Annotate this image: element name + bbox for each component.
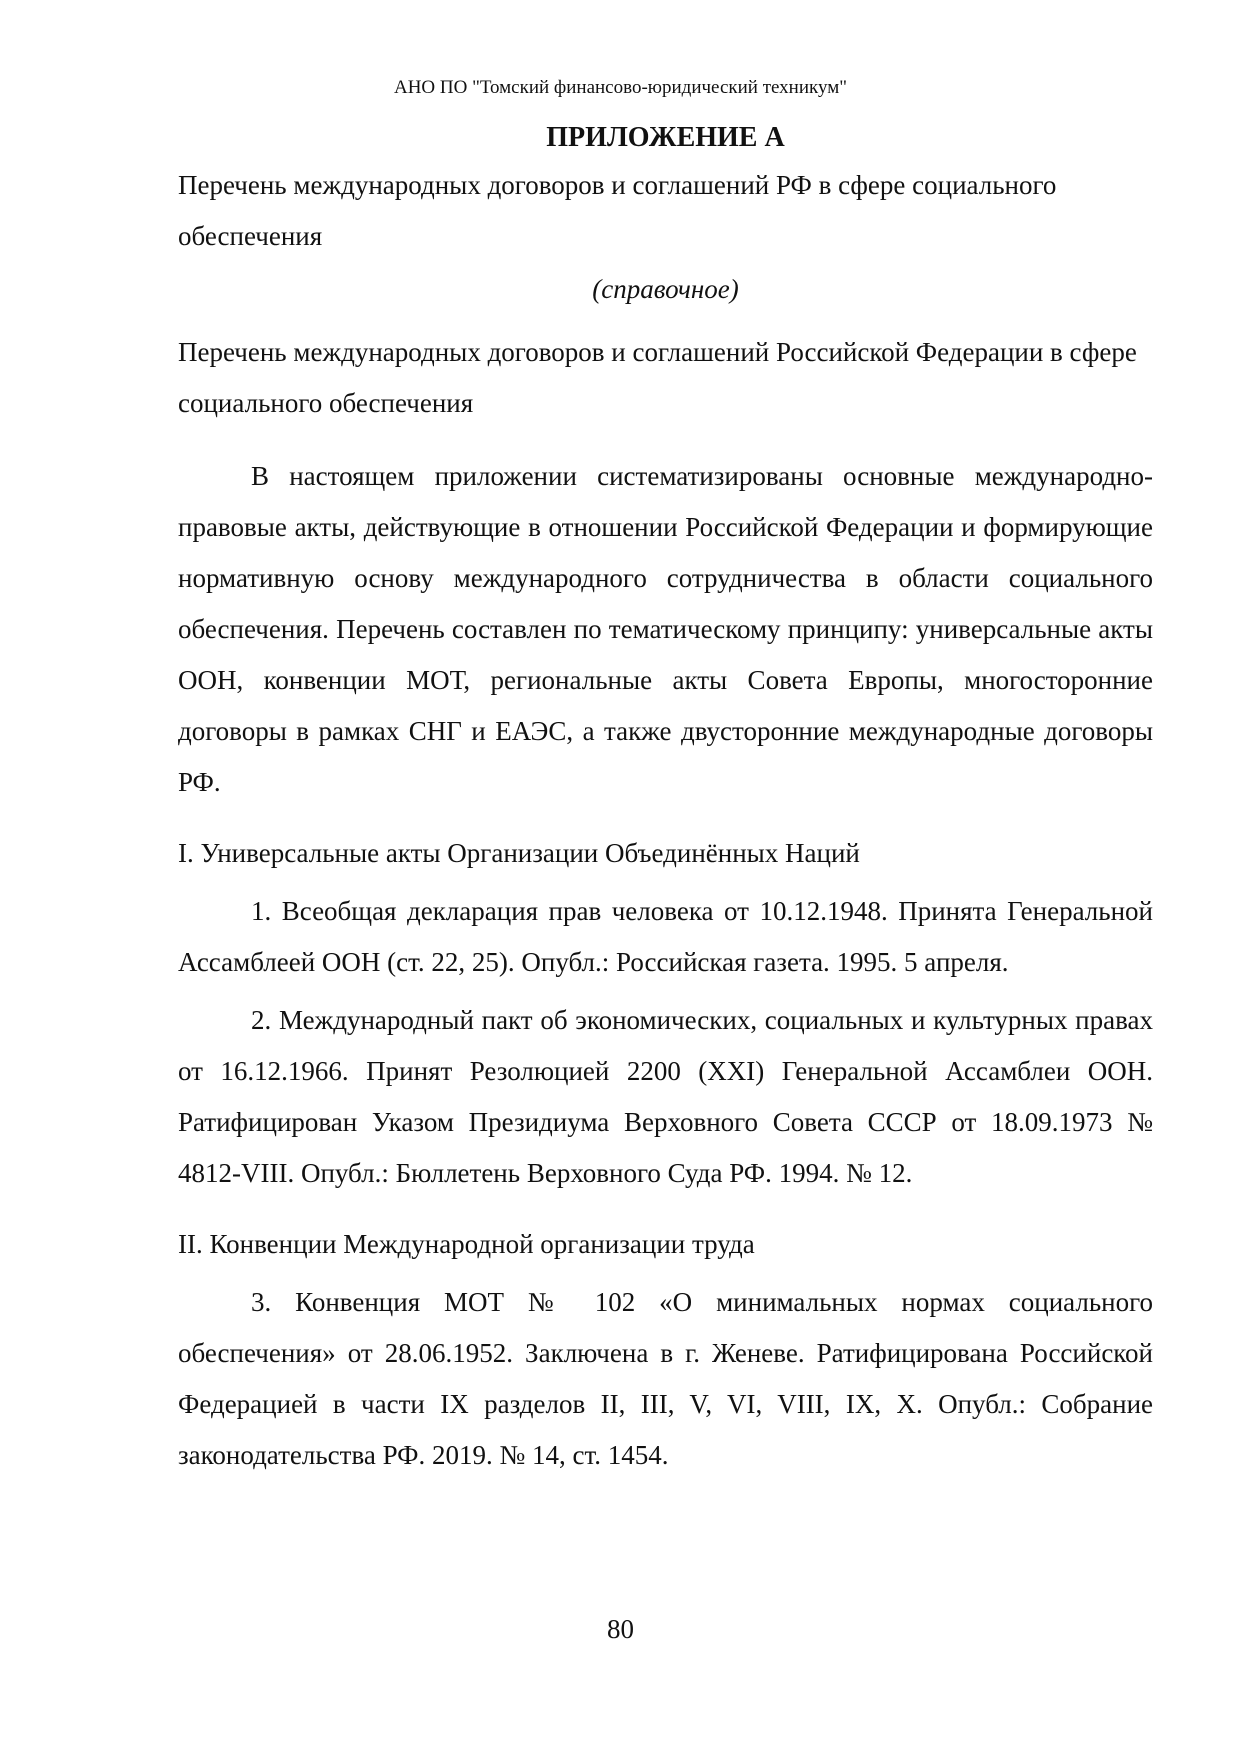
running-header: АНО ПО "Томский финансово-юридический техникум": [393, 77, 848, 98]
list-item: 2. Международный пакт об экономических, социальных и культурных правах от 16.12.1966. Принят Резолюцией 2200 (XXI) Генеральной Ассамблеи ООН. Ратифицирован Указом Президиума Верховного Совета СССР от 18.09.1973 № 4812-VIII. Опубл.: Бюллетень Верховного Суда РФ. 1994. № 12.: [178, 1005, 1153, 1188]
list-item: 1. Всеобщая декларация прав человека от 10.12.1948. Принята Генеральной Ассамблеей ООН (ст. 22, 25). Опубл.: Российская газета. 1995. 5 апреля.: [178, 896, 1153, 977]
list-item: 3. Конвенция МОТ № 102 «О минимальных нормах социального обеспечения» от 28.06.1952. Заключена в г. Женеве. Ратифицирована Российской Федерацией в части IX разделов II, III, V, VI, VIII, IX, X. Опубл.: Собрание законодательства РФ. 2019. № 14, ст. 1454.: [178, 1287, 1153, 1470]
section-heading-ilo: II. Конвенции Международной организации труда: [178, 1229, 755, 1259]
appendix-subtitle: Перечень международных договоров и соглашений РФ в сфере социального обеспечения: [178, 170, 1057, 251]
reference-note: (справочное): [592, 274, 739, 304]
page-number: 80: [607, 1614, 634, 1644]
appendix-title: ПРИЛОЖЕНИЕ А: [546, 122, 785, 153]
intro-paragraph: В настоящем приложении систематизированы основные международно-правовые акты, действующие в отношении Российской Федерации и формирующие нормативную основу международного сотрудничества в области социального обеспечения. Перечень составлен по тематическому принципу: универсальные акты ООН, конвенции МОТ, региональные акты Совета Европы, многосторонние договоры в рамках СНГ и ЕАЭС, а также двусторонние международные договоры РФ.: [178, 461, 1153, 797]
page-content: [178, 116, 1153, 1481]
section-heading-un: I. Универсальные акты Организации Объединённых Наций: [178, 838, 860, 868]
list-title: Перечень международных договоров и соглашений Российской Федерации в сфере социального обеспечения: [178, 337, 1137, 418]
